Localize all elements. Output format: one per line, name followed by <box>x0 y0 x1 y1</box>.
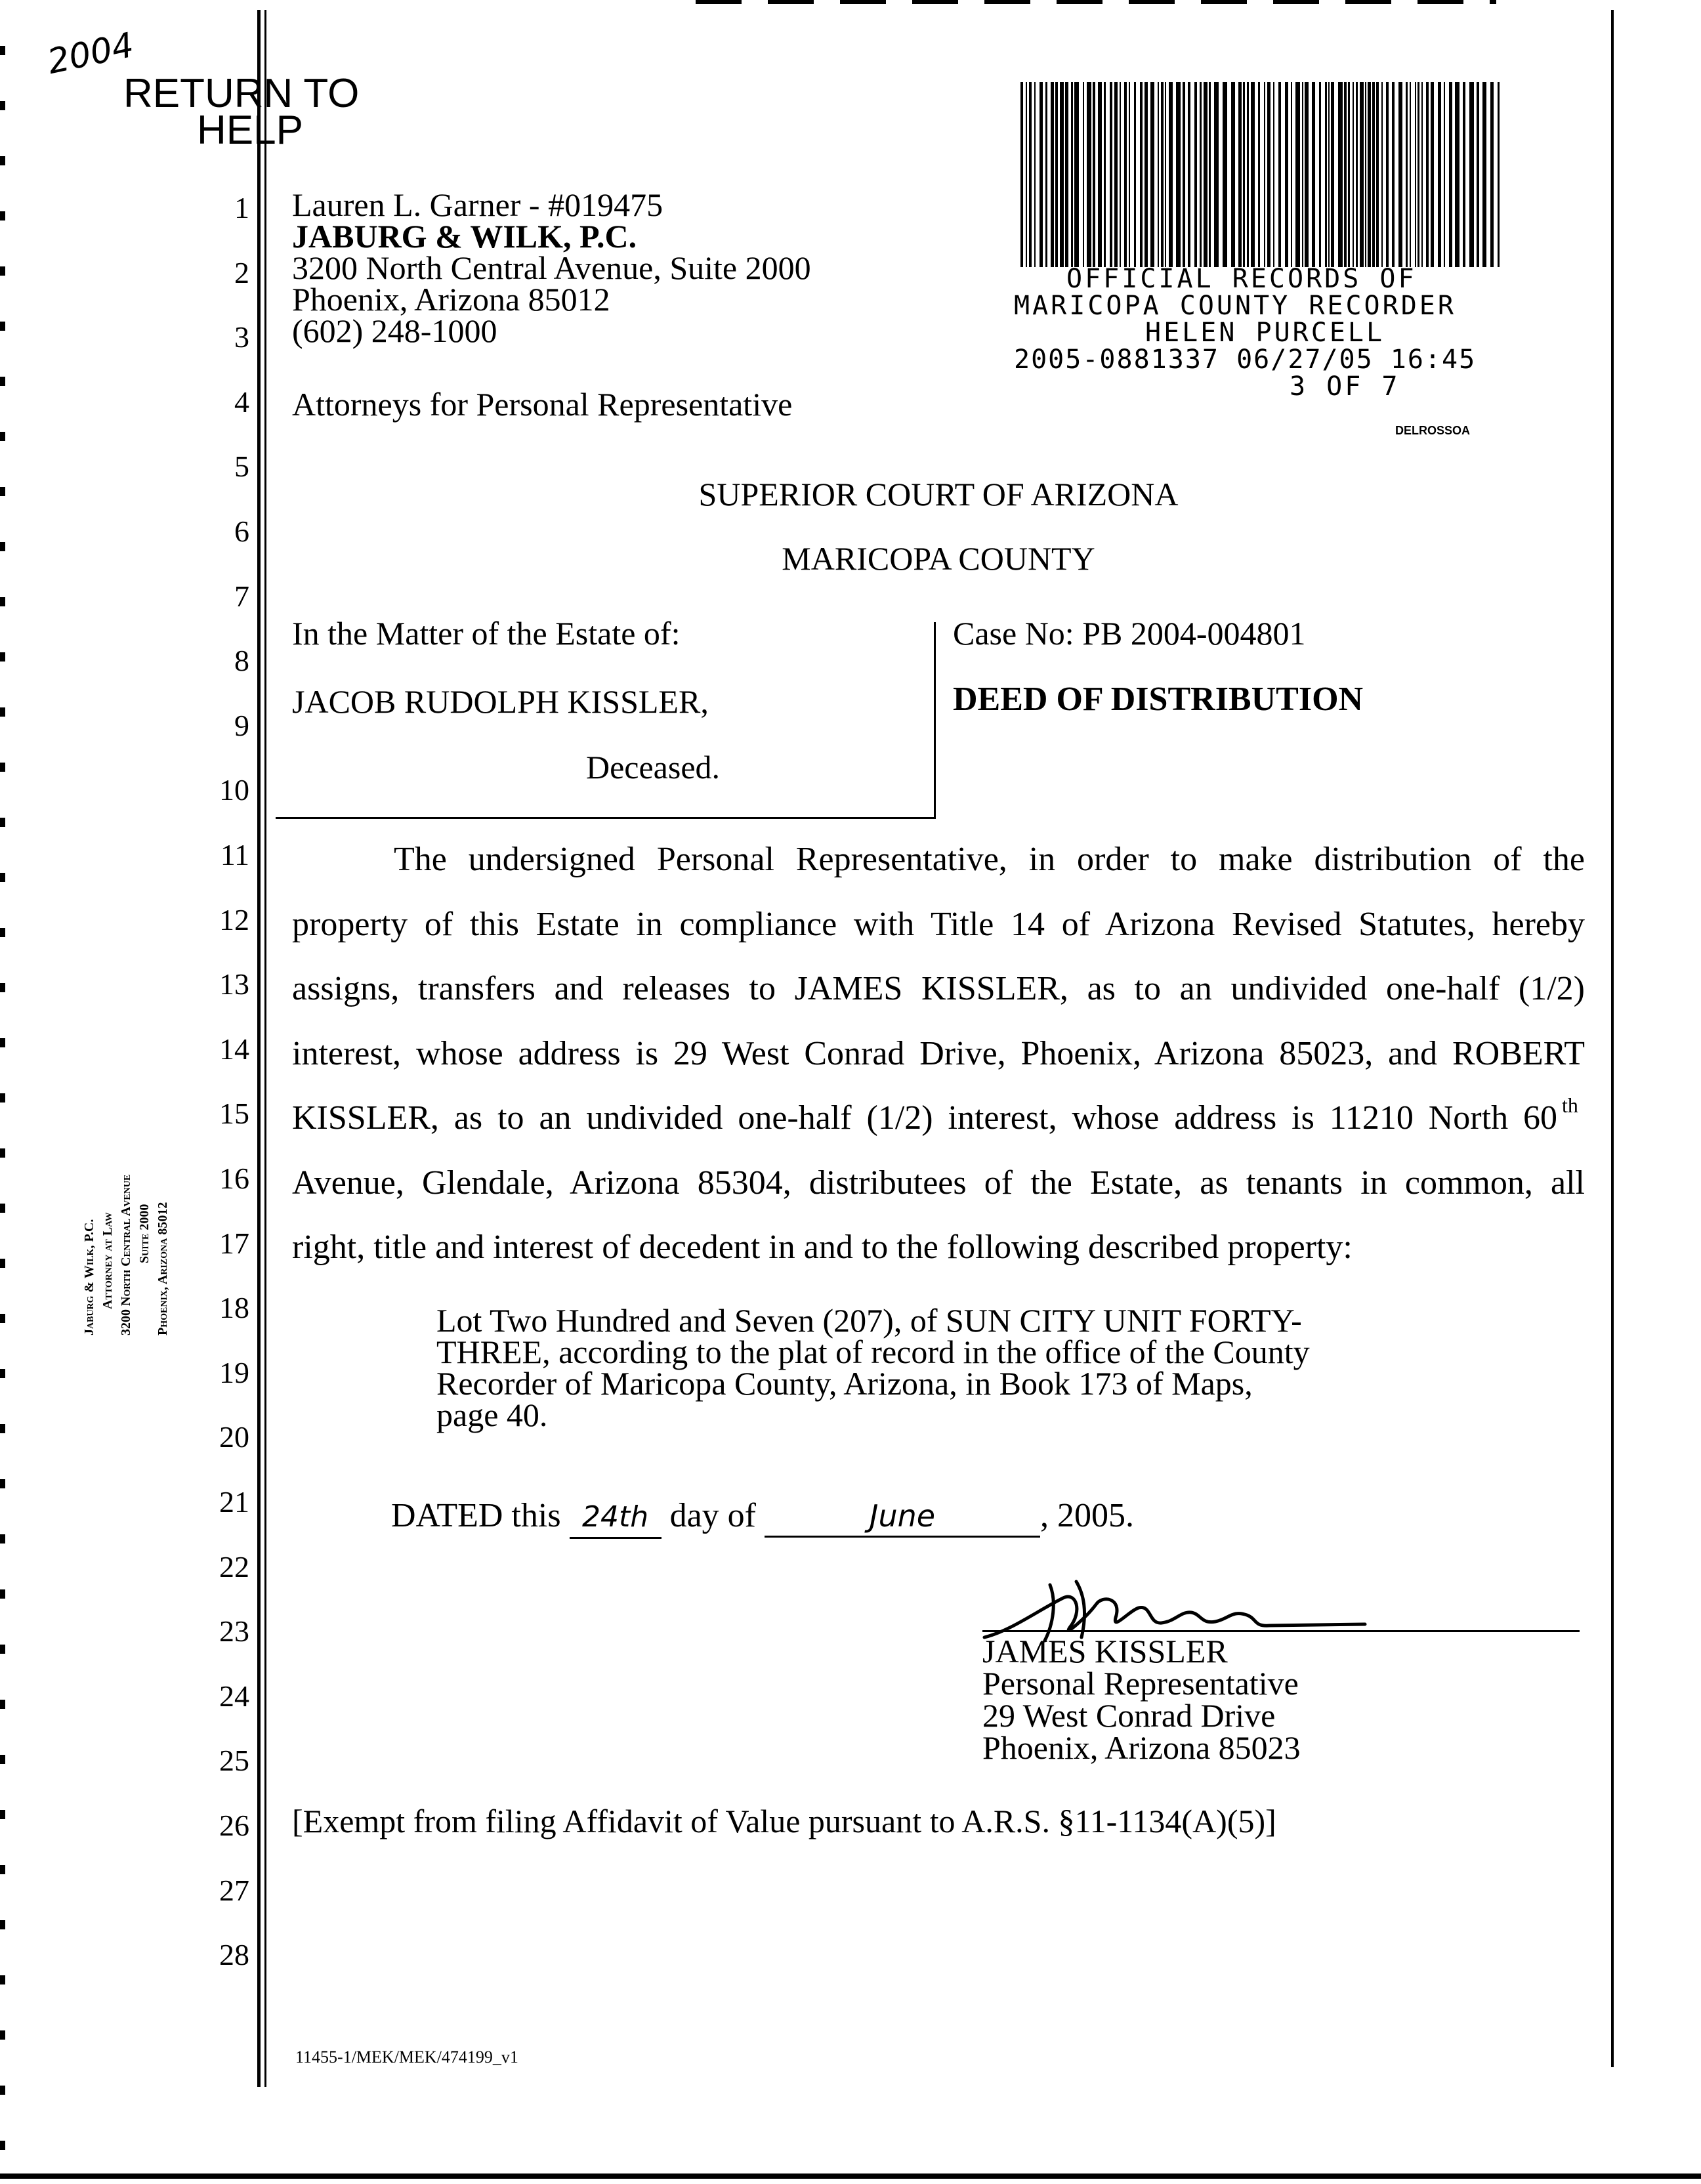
barcode-bar <box>1365 82 1366 267</box>
line-number: 24 <box>219 1679 249 1713</box>
signer-title: Personal Representative <box>982 1665 1299 1702</box>
barcode-bar <box>1438 82 1441 267</box>
pleading-rule-left <box>257 10 261 2087</box>
barcode-bar <box>1264 82 1265 267</box>
barcode-bar <box>1110 82 1112 267</box>
barcode <box>1020 82 1500 267</box>
barcode-bar <box>1455 82 1460 267</box>
line-number: 20 <box>219 1420 249 1454</box>
top-dashed-rule <box>696 0 1496 4</box>
line-number: 12 <box>219 902 249 936</box>
handwritten-note: 2004 <box>44 25 138 83</box>
barcode-bar <box>1372 82 1375 267</box>
line-number: 19 <box>219 1355 249 1389</box>
barcode-bar <box>1312 82 1315 267</box>
barcode-bar <box>1093 82 1095 267</box>
body-line-6: Avenue, Glendale, Arizona 85304, distributees of the Estate, as tenants in common, all <box>292 1164 1585 1202</box>
line-number: 23 <box>219 1614 249 1648</box>
barcode-bar <box>1029 82 1032 267</box>
line-number: 18 <box>219 1291 249 1325</box>
barcode-bar <box>1444 82 1445 267</box>
barcode-bar <box>1169 82 1173 267</box>
barcode-bar <box>1231 82 1235 267</box>
return-to-stamp: RETURN TO <box>123 71 360 116</box>
dated-month: June <box>869 1498 936 1534</box>
barcode-bar <box>1176 82 1181 267</box>
body-line-1: The undersigned Personal Representative, in order to make distribution of the <box>394 841 1585 878</box>
case-number: Case No: PB 2004-004801 <box>953 615 1306 652</box>
barcode-bar <box>1469 82 1474 267</box>
barcode-bar <box>1034 82 1036 267</box>
barcode-bar <box>1204 82 1208 267</box>
recorder-line-3: HELEN PURCELL <box>1145 318 1385 348</box>
line-number: 9 <box>234 708 249 742</box>
barcode-bar <box>1158 82 1159 267</box>
line-number: 15 <box>219 1097 249 1131</box>
barcode-bar <box>1020 82 1023 267</box>
line-number: 5 <box>234 450 249 484</box>
recorder-line-2: MARICOPA COUNTY RECORDER <box>1014 291 1456 321</box>
barcode-bar <box>1285 82 1288 267</box>
barcode-bar <box>1392 82 1395 267</box>
barcode-bar <box>1490 82 1494 267</box>
barcode-bar <box>1051 82 1054 267</box>
footer-doc-id: 11455-1/MEK/MEK/474199_v1 <box>295 2048 518 2067</box>
line-number: 7 <box>234 579 249 613</box>
attorney-name: Lauren L. Garner - #019475 <box>292 186 663 223</box>
line-number: 1 <box>234 191 249 224</box>
side-firm-line-2: Attorney at Law <box>100 1212 115 1309</box>
barcode-bar <box>1200 82 1202 267</box>
barcode-bar <box>1140 82 1143 267</box>
court-name: SUPERIOR COURT OF ARIZONA <box>698 476 1179 513</box>
barcode-bar <box>1344 82 1347 267</box>
barcode-bar <box>1463 82 1465 267</box>
barcode-bar <box>1150 82 1154 267</box>
barcode-bar <box>1183 82 1185 267</box>
dated-line <box>391 1496 1134 1539</box>
barcode-bar <box>1426 82 1429 267</box>
barcode-bar <box>1386 82 1389 267</box>
signature-line <box>982 1630 1580 1632</box>
left-margin-ticks <box>0 0 5 2184</box>
barcode-bar <box>1356 82 1358 267</box>
exempt-notice: [Exempt from filing Affidavit of Value pursuant to A.R.S. §11-1134(A)(5)] <box>292 1803 1276 1839</box>
barcode-bar <box>1087 82 1091 267</box>
barcode-bar <box>1431 82 1434 267</box>
side-firm-line-5: Phoenix, Arizona 85012 <box>156 1202 170 1335</box>
right-edge-line <box>1611 10 1614 2067</box>
barcode-bar <box>1026 82 1027 267</box>
barcode-bar <box>1498 82 1500 267</box>
line-number: 17 <box>219 1226 249 1260</box>
dated-day: 24th <box>581 1500 649 1534</box>
barcode-bar <box>1040 82 1043 267</box>
firm-phone: (602) 248-1000 <box>292 312 497 349</box>
barcode-bar <box>1055 82 1058 267</box>
body-line-2: property of this Estate in compliance with Title 14 of Arizona Revised Statutes, hereby <box>292 906 1585 943</box>
barcode-bar <box>1325 82 1327 267</box>
barcode-bar <box>1098 82 1102 267</box>
body-line-5-superscript: th <box>1562 1093 1578 1117</box>
body-line-5: KISSLER, as to an undivided one-half (1/2) interest, whose address is 11210 North 60 <box>292 1099 1557 1137</box>
recorder-stamp <box>1014 266 1545 400</box>
barcode-bar <box>1418 82 1419 267</box>
line-number: 3 <box>234 320 249 354</box>
line-number: 21 <box>219 1485 249 1519</box>
barcode-bar <box>1328 82 1330 267</box>
barcode-bar <box>1273 82 1274 267</box>
dated-day-blank <box>570 1496 662 1539</box>
barcode-bar <box>1353 82 1354 267</box>
line-number: 8 <box>234 644 249 678</box>
barcode-bar <box>1278 82 1281 267</box>
barcode-bar <box>1045 82 1047 267</box>
barcode-bar <box>1238 82 1242 267</box>
line-number: 25 <box>219 1744 249 1778</box>
barcode-bar <box>1348 82 1350 267</box>
line-number: 10 <box>219 773 249 807</box>
caption-deceased: Deceased. <box>586 749 721 786</box>
barcode-bar <box>1376 82 1379 267</box>
recorder-clerk: DELROSSOA <box>1395 424 1471 437</box>
barcode-bar <box>1165 82 1166 267</box>
signer-address-2: Phoenix, Arizona 85023 <box>982 1729 1301 1766</box>
barcode-bar <box>1331 82 1334 267</box>
legal-line-4: page 40. <box>436 1396 548 1433</box>
body-line-7: right, title and interest of decedent in and to the following described property: <box>292 1228 1353 1266</box>
return-to-stamp-line2: HELP <box>197 108 303 153</box>
line-number: 16 <box>219 1162 249 1195</box>
barcode-bar <box>1209 82 1211 267</box>
barcode-bar <box>1104 82 1106 267</box>
dated-mid: day of <box>669 1497 756 1534</box>
barcode-bar <box>1410 82 1411 267</box>
barcode-bar <box>1243 82 1245 267</box>
barcode-bar <box>1060 82 1064 267</box>
barcode-bar <box>1398 82 1402 267</box>
barcode-bar <box>1338 82 1343 267</box>
barcode-bar <box>1247 82 1249 267</box>
barcode-bar <box>1295 82 1300 267</box>
barcode-bar <box>1421 82 1423 267</box>
line-number: 27 <box>219 1873 249 1907</box>
recorder-line-1: OFFICIAL RECORDS OF <box>1066 264 1417 294</box>
attorney-role: Attorneys for Personal Representative <box>292 386 793 423</box>
barcode-bar <box>1302 82 1303 267</box>
firm-name: JABURG & WILK, P.C. <box>292 218 637 255</box>
barcode-bar <box>1120 82 1121 267</box>
barcode-bar <box>1319 82 1321 267</box>
barcode-bar <box>1305 82 1309 267</box>
recorder-line-4: 2005-0881337 06/27/05 16:45 <box>1014 345 1477 375</box>
document-title: DEED OF DISTRIBUTION <box>953 681 1364 718</box>
legal-line-1: Lot Two Hundred and Seven (207), of SUN CITY UNIT FORTY- <box>436 1302 1302 1339</box>
barcode-bar <box>1360 82 1364 267</box>
court-county: MARICOPA COUNTY <box>782 540 1095 577</box>
signer-block <box>982 1635 1301 1764</box>
attorney-block <box>292 186 811 349</box>
line-number: 4 <box>234 385 249 419</box>
line-number: 14 <box>219 1032 249 1066</box>
barcode-bar <box>1482 82 1486 267</box>
bottom-border <box>0 2174 1701 2179</box>
barcode-bar <box>1194 82 1197 267</box>
line-number: 13 <box>219 967 249 1001</box>
dated-month-blank <box>765 1496 1040 1538</box>
body-line-4: interest, whose address is 29 West Conrad Drive, Phoenix, Arizona 85023, and ROBERT <box>292 1035 1585 1072</box>
line-number: 22 <box>219 1549 249 1584</box>
barcode-bar <box>1129 82 1130 267</box>
barcode-bar <box>1134 82 1136 267</box>
barcode-bar <box>1291 82 1292 267</box>
barcode-bar <box>1267 82 1270 267</box>
barcode-bar <box>1065 82 1068 267</box>
line-number: 6 <box>234 514 249 548</box>
line-number: 2 <box>234 255 249 289</box>
barcode-bar <box>1251 82 1255 267</box>
barcode-bar <box>1114 82 1118 267</box>
barcode-bar <box>1449 82 1452 267</box>
barcode-bar <box>1144 82 1148 267</box>
barcode-bar <box>1161 82 1164 267</box>
barcode-bar <box>1368 82 1371 267</box>
caption-decedent: JACOB RUDOLPH KISSLER, <box>292 683 709 720</box>
barcode-bar <box>1214 82 1219 267</box>
barcode-bar <box>1071 82 1073 267</box>
signer-name: JAMES KISSLER <box>982 1633 1228 1670</box>
barcode-bar <box>1223 82 1227 267</box>
line-number: 11 <box>220 838 249 872</box>
barcode-bar <box>1415 82 1416 267</box>
legal-line-2: THREE, according to the plat of record in the office of the County <box>436 1334 1310 1370</box>
line-number: 26 <box>219 1809 249 1842</box>
caption-divider-horizontal <box>276 817 935 819</box>
barcode-bar <box>1074 82 1079 267</box>
legal-description <box>436 1302 1310 1433</box>
barcode-bar <box>1477 82 1479 267</box>
barcode-bar <box>1083 82 1084 267</box>
barcode-bar <box>1381 82 1383 267</box>
recorder-line-5: 3 OF 7 <box>1290 371 1400 402</box>
caption-matter: In the Matter of the Estate of: <box>292 615 681 652</box>
dated-prefix: DATED this <box>391 1497 561 1534</box>
legal-line-3: Recorder of Maricopa County, Arizona, in Book 173 of Maps, <box>436 1365 1253 1402</box>
barcode-bar <box>1258 82 1260 267</box>
caption-divider-vertical <box>934 622 936 819</box>
dated-suffix: , 2005. <box>1040 1497 1134 1534</box>
side-firm-line-1: Jaburg & Wilk, P.C. <box>82 1219 96 1335</box>
barcode-bar <box>1124 82 1127 267</box>
side-firm-line-4: Suite 2000 <box>137 1204 152 1263</box>
barcode-bar <box>1406 82 1408 267</box>
barcode-bar <box>1188 82 1190 267</box>
firm-address-1: 3200 North Central Avenue, Suite 2000 <box>292 249 811 286</box>
body-line-3: assigns, transfers and releases to JAMES KISSLER, as to an undivided one-half (1/2) <box>292 970 1585 1007</box>
pleading-rule-right <box>264 10 266 2087</box>
line-number: 28 <box>219 1938 249 1972</box>
side-firm-block <box>80 1060 172 1335</box>
side-firm-line-3: 3200 North Central Avenue <box>119 1174 133 1335</box>
signer-address-1: 29 West Conrad Drive <box>982 1697 1276 1734</box>
firm-address-2: Phoenix, Arizona 85012 <box>292 281 610 318</box>
